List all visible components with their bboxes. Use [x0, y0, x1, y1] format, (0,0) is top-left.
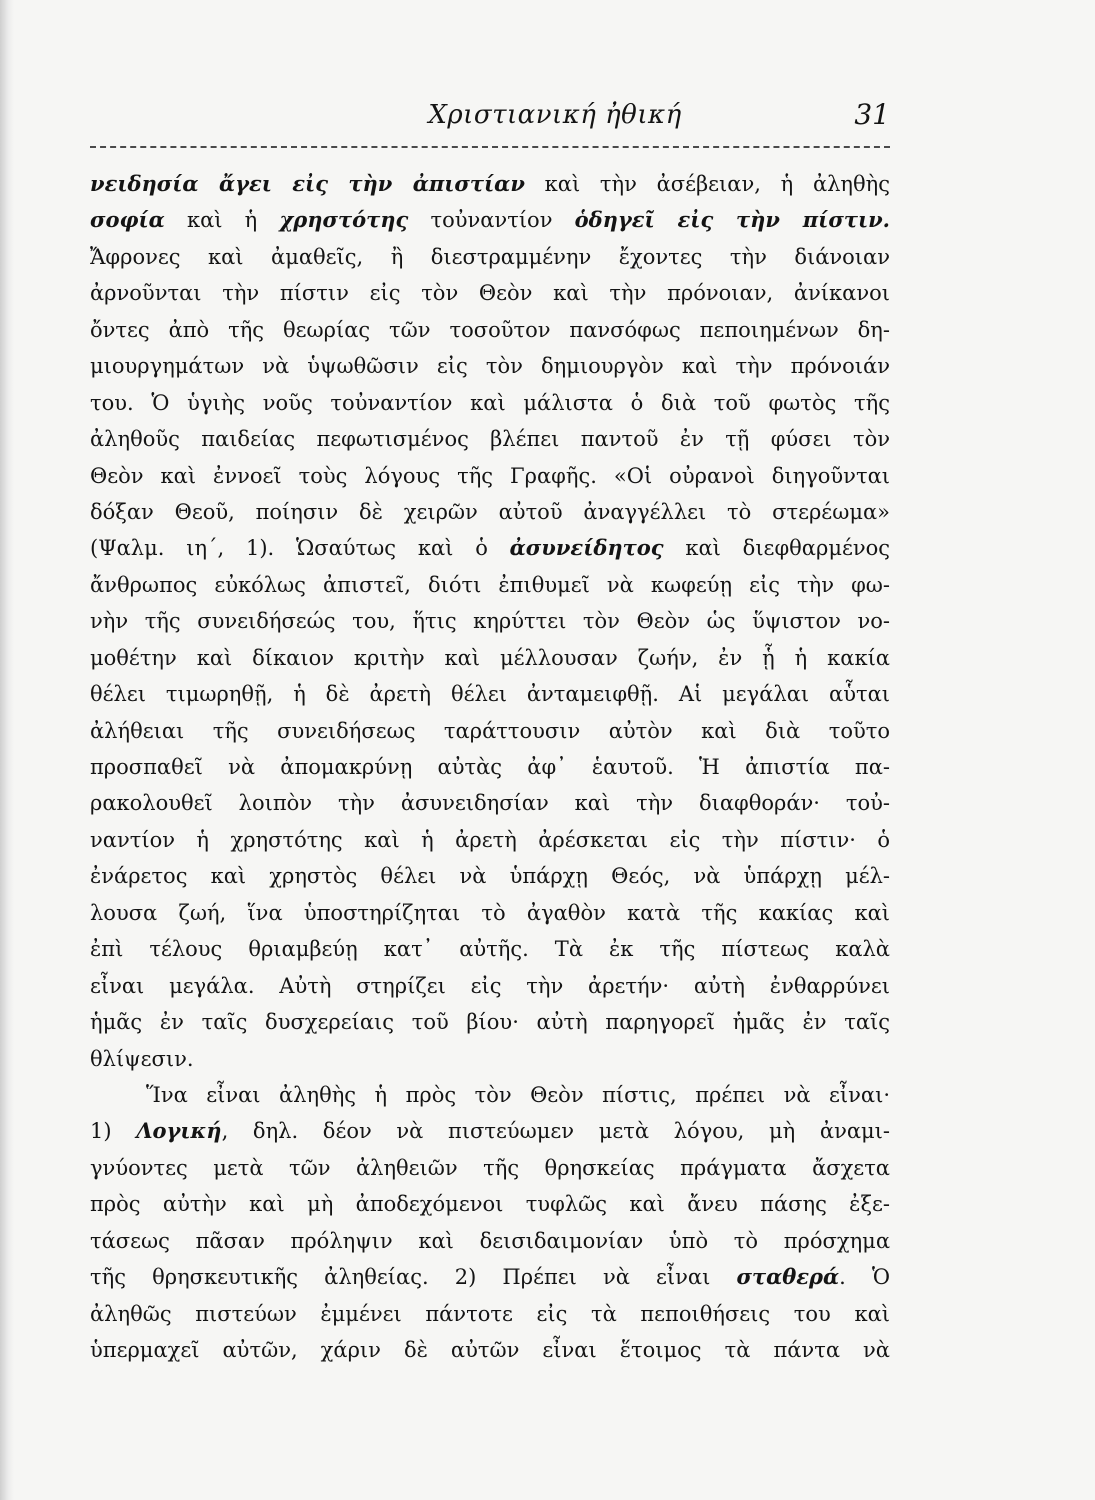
text-line [90, 713, 890, 749]
page-number: 31 [854, 98, 890, 131]
text-segment: μοθέτην καὶ δίκαιον κριτὴν καὶ μέλλουσαν ζωήν, ἐν ᾗ ἡ κακία [90, 645, 890, 670]
text-line [90, 822, 890, 858]
text-segment: καὶ τὴν ἀσέβειαν, ἡ ἀληθὴς [524, 172, 890, 196]
text-segment: καὶ διεφθαρμένος [663, 536, 890, 561]
text-line [90, 603, 890, 639]
text-line [90, 494, 890, 530]
emphasized-text: σοφία [90, 207, 165, 233]
emphasized-text: ἀσυνείδητος [509, 535, 664, 561]
text-line [90, 749, 890, 785]
text-line [90, 1186, 890, 1222]
text-line [90, 385, 890, 421]
text-segment: ἐνάρετος καὶ χρηστὸς θέλει νὰ ὑπάρχῃ Θεός, νὰ ὑπάρχῃ μέλ- [90, 864, 890, 889]
text-line [90, 458, 890, 494]
text-segment: εἶναι μεγάλα. Αὐτὴ στηρίζει εἰς τὴν ἀρετήν· αὐτὴ ἐνθαρρύνει [90, 973, 890, 998]
text-segment: ὄντες ἀπὸ τῆς θεωρίας τῶν τοσοῦτον πανσόφως πεποιημένων δη- [90, 317, 890, 342]
text-line [90, 421, 890, 457]
text-segment: νὴν τῆς συνειδήσεώς του, ἥτις κηρύττει τὸν Θεὸν ὡς ὕψιστον νο- [90, 609, 890, 634]
body-text [90, 166, 890, 1368]
text-segment: θλίψεσιν. [90, 1046, 194, 1071]
text-line [90, 968, 890, 1004]
text-line [90, 1296, 890, 1332]
text-segment: δόξαν Θεοῦ, ποίησιν δὲ χειρῶν αὐτοῦ ἀναγγέλλει τὸ στερέωμα» [90, 499, 890, 524]
text-line [90, 676, 890, 712]
text-segment: Ἄφρονες καὶ ἀμαθεῖς, ἢ διεστραμμένην ἔχοντες τὴν διάνοιαν [90, 244, 890, 269]
text-segment: μιουργημάτων νὰ ὑψωθῶσιν εἰς τὸν δημιουργὸν καὶ τὴν πρόνοιάν [90, 354, 890, 379]
text-segment: λουσα ζωή, ἵνα ὑποστηρίζηται τὸ ἀγαθὸν κατὰ τῆς κακίας καὶ [90, 900, 890, 925]
text-segment: Ἵνα εἶναι ἀληθὴς ἡ πρὸς τὸν Θεὸν πίστις, πρέπει νὰ εἶναι· [146, 1082, 890, 1107]
text-segment: . Ὁ [839, 1265, 890, 1290]
emphasized-text: χρηστότης [279, 207, 409, 233]
text-line [90, 1077, 890, 1113]
text-segment: (Ψαλμ. ιη΄, 1). Ὡσαύτως καὶ ὁ [90, 536, 510, 561]
header-rule [90, 146, 890, 148]
emphasized-text: σταθερά [736, 1264, 840, 1290]
text-segment: προσπαθεῖ νὰ ἀπομακρύνῃ αὐτὰς ἀφ᾽ ἑαυτοῦ. Ἡ ἀπιστία πα- [90, 755, 890, 779]
text-line [90, 348, 890, 384]
text-line [90, 312, 890, 348]
text-line [90, 275, 890, 311]
text-segment: ὑπερμαχεῖ αὐτῶν, χάριν δὲ αὐτῶν εἶναι ἕτοιμος τὰ πάντα νὰ [90, 1338, 890, 1362]
text-segment: του. Ὁ ὑγιὴς νοῦς τοὐναντίον καὶ μάλιστα ὁ διὰ τοῦ φωτὸς τῆς [90, 390, 890, 415]
text-line [90, 530, 890, 566]
text-segment: τοὐναντίον [408, 208, 575, 233]
text-segment: καὶ ἡ [164, 208, 280, 233]
text-segment: ναντίον ἡ χρηστότης καὶ ἡ ἀρετὴ ἀρέσκεται εἰς τὴν πίστιν· ὁ [90, 827, 890, 852]
text-segment: ἄνθρωπος εὐκόλως ἀπιστεῖ, διότι ἐπιθυμεῖ νὰ κωφεύῃ εἰς τὴν φω- [90, 572, 890, 597]
text-line [90, 640, 890, 676]
text-segment: ἀλήθειαι τῆς συνειδήσεως ταράττουσιν αὐτὸν καὶ διὰ τοῦτο [90, 718, 890, 743]
emphasized-text: Λογική [136, 1118, 222, 1144]
text-segment: ρακολουθεῖ λοιπὸν τὴν ἀσυνειδησίαν καὶ τὴν διαφθοράν· τοὐ- [90, 791, 890, 816]
text-line [90, 858, 890, 894]
text-segment: 1) [90, 1119, 137, 1144]
text-segment: , δηλ. δέον νὰ πιστεύωμεν μετὰ λόγου, μὴ ἀναμι- [221, 1119, 890, 1144]
emphasized-text: νειδησία ἄγει εἰς τὴν ἀπιστίαν [90, 171, 525, 196]
text-line [90, 931, 890, 967]
text-line [90, 202, 890, 238]
text-segment: ἐπὶ τέλους θριαμβεύῃ κατ᾽ αὐτῆς. Τὰ ἐκ τῆς πίστεως καλὰ [90, 937, 890, 962]
text-line [90, 895, 890, 931]
text-line [90, 1332, 890, 1368]
text-segment: τάσεως πᾶσαν πρόληψιν καὶ δεισιδαιμονίαν ὑπὸ τὸ πρόσχημα [90, 1228, 890, 1253]
page-header [90, 96, 890, 140]
text-line [90, 1223, 890, 1259]
text-segment: ἀληθῶς πιστεύων ἐμμένει πάντοτε εἰς τὰ πεποιθήσεις του καὶ [90, 1301, 890, 1326]
text-line [90, 1113, 890, 1149]
text-segment: τῆς θρησκευτικῆς ἀληθείας. 2) Πρέπει νὰ εἶναι [90, 1265, 737, 1290]
text-line [90, 166, 890, 202]
text-segment: ἡμᾶς ἐν ταῖς δυσχερείαις τοῦ βίου· αὐτὴ παρηγορεῖ ἡμᾶς ἐν ταῖς [90, 1010, 890, 1035]
running-title: Χριστιανική ἠθική [428, 100, 682, 130]
text-line [90, 1041, 890, 1077]
text-line [90, 1004, 890, 1040]
text-segment: ἀρνοῦνται τὴν πίστιν εἰς τὸν Θεὸν καὶ τὴν πρόνοιαν, ἀνίκανοι [90, 281, 890, 306]
emphasized-text: ὁδηγεῖ εἰς τὴν πίστιν. [574, 207, 890, 233]
text-line [90, 1150, 890, 1186]
text-line [90, 1259, 890, 1295]
text-segment: θέλει τιμωρηθῇ, ἡ δὲ ἀρετὴ θέλει ἀνταμειφθῇ. Αἱ μεγάλαι αὗται [90, 682, 890, 707]
text-segment: Θεὸν καὶ ἐννοεῖ τοὺς λόγους τῆς Γραφῆς. «Οἱ οὐρανοὶ διηγοῦνται [90, 463, 890, 488]
text-segment: ἀληθοῦς παιδείας πεφωτισμένος βλέπει παντοῦ ἐν τῇ φύσει τὸν [90, 427, 890, 452]
text-line [90, 239, 890, 275]
text-line [90, 567, 890, 603]
text-segment: πρὸς αὐτὴν καὶ μὴ ἀποδεχόμενοι τυφλῶς καὶ ἄνευ πάσης ἐξε- [90, 1192, 890, 1217]
text-line [90, 785, 890, 821]
page-edge [0, 0, 14, 1500]
text-segment: γνύοντες μετὰ τῶν ἀληθειῶν τῆς θρησκείας πράγματα ἄσχετα [90, 1155, 890, 1180]
